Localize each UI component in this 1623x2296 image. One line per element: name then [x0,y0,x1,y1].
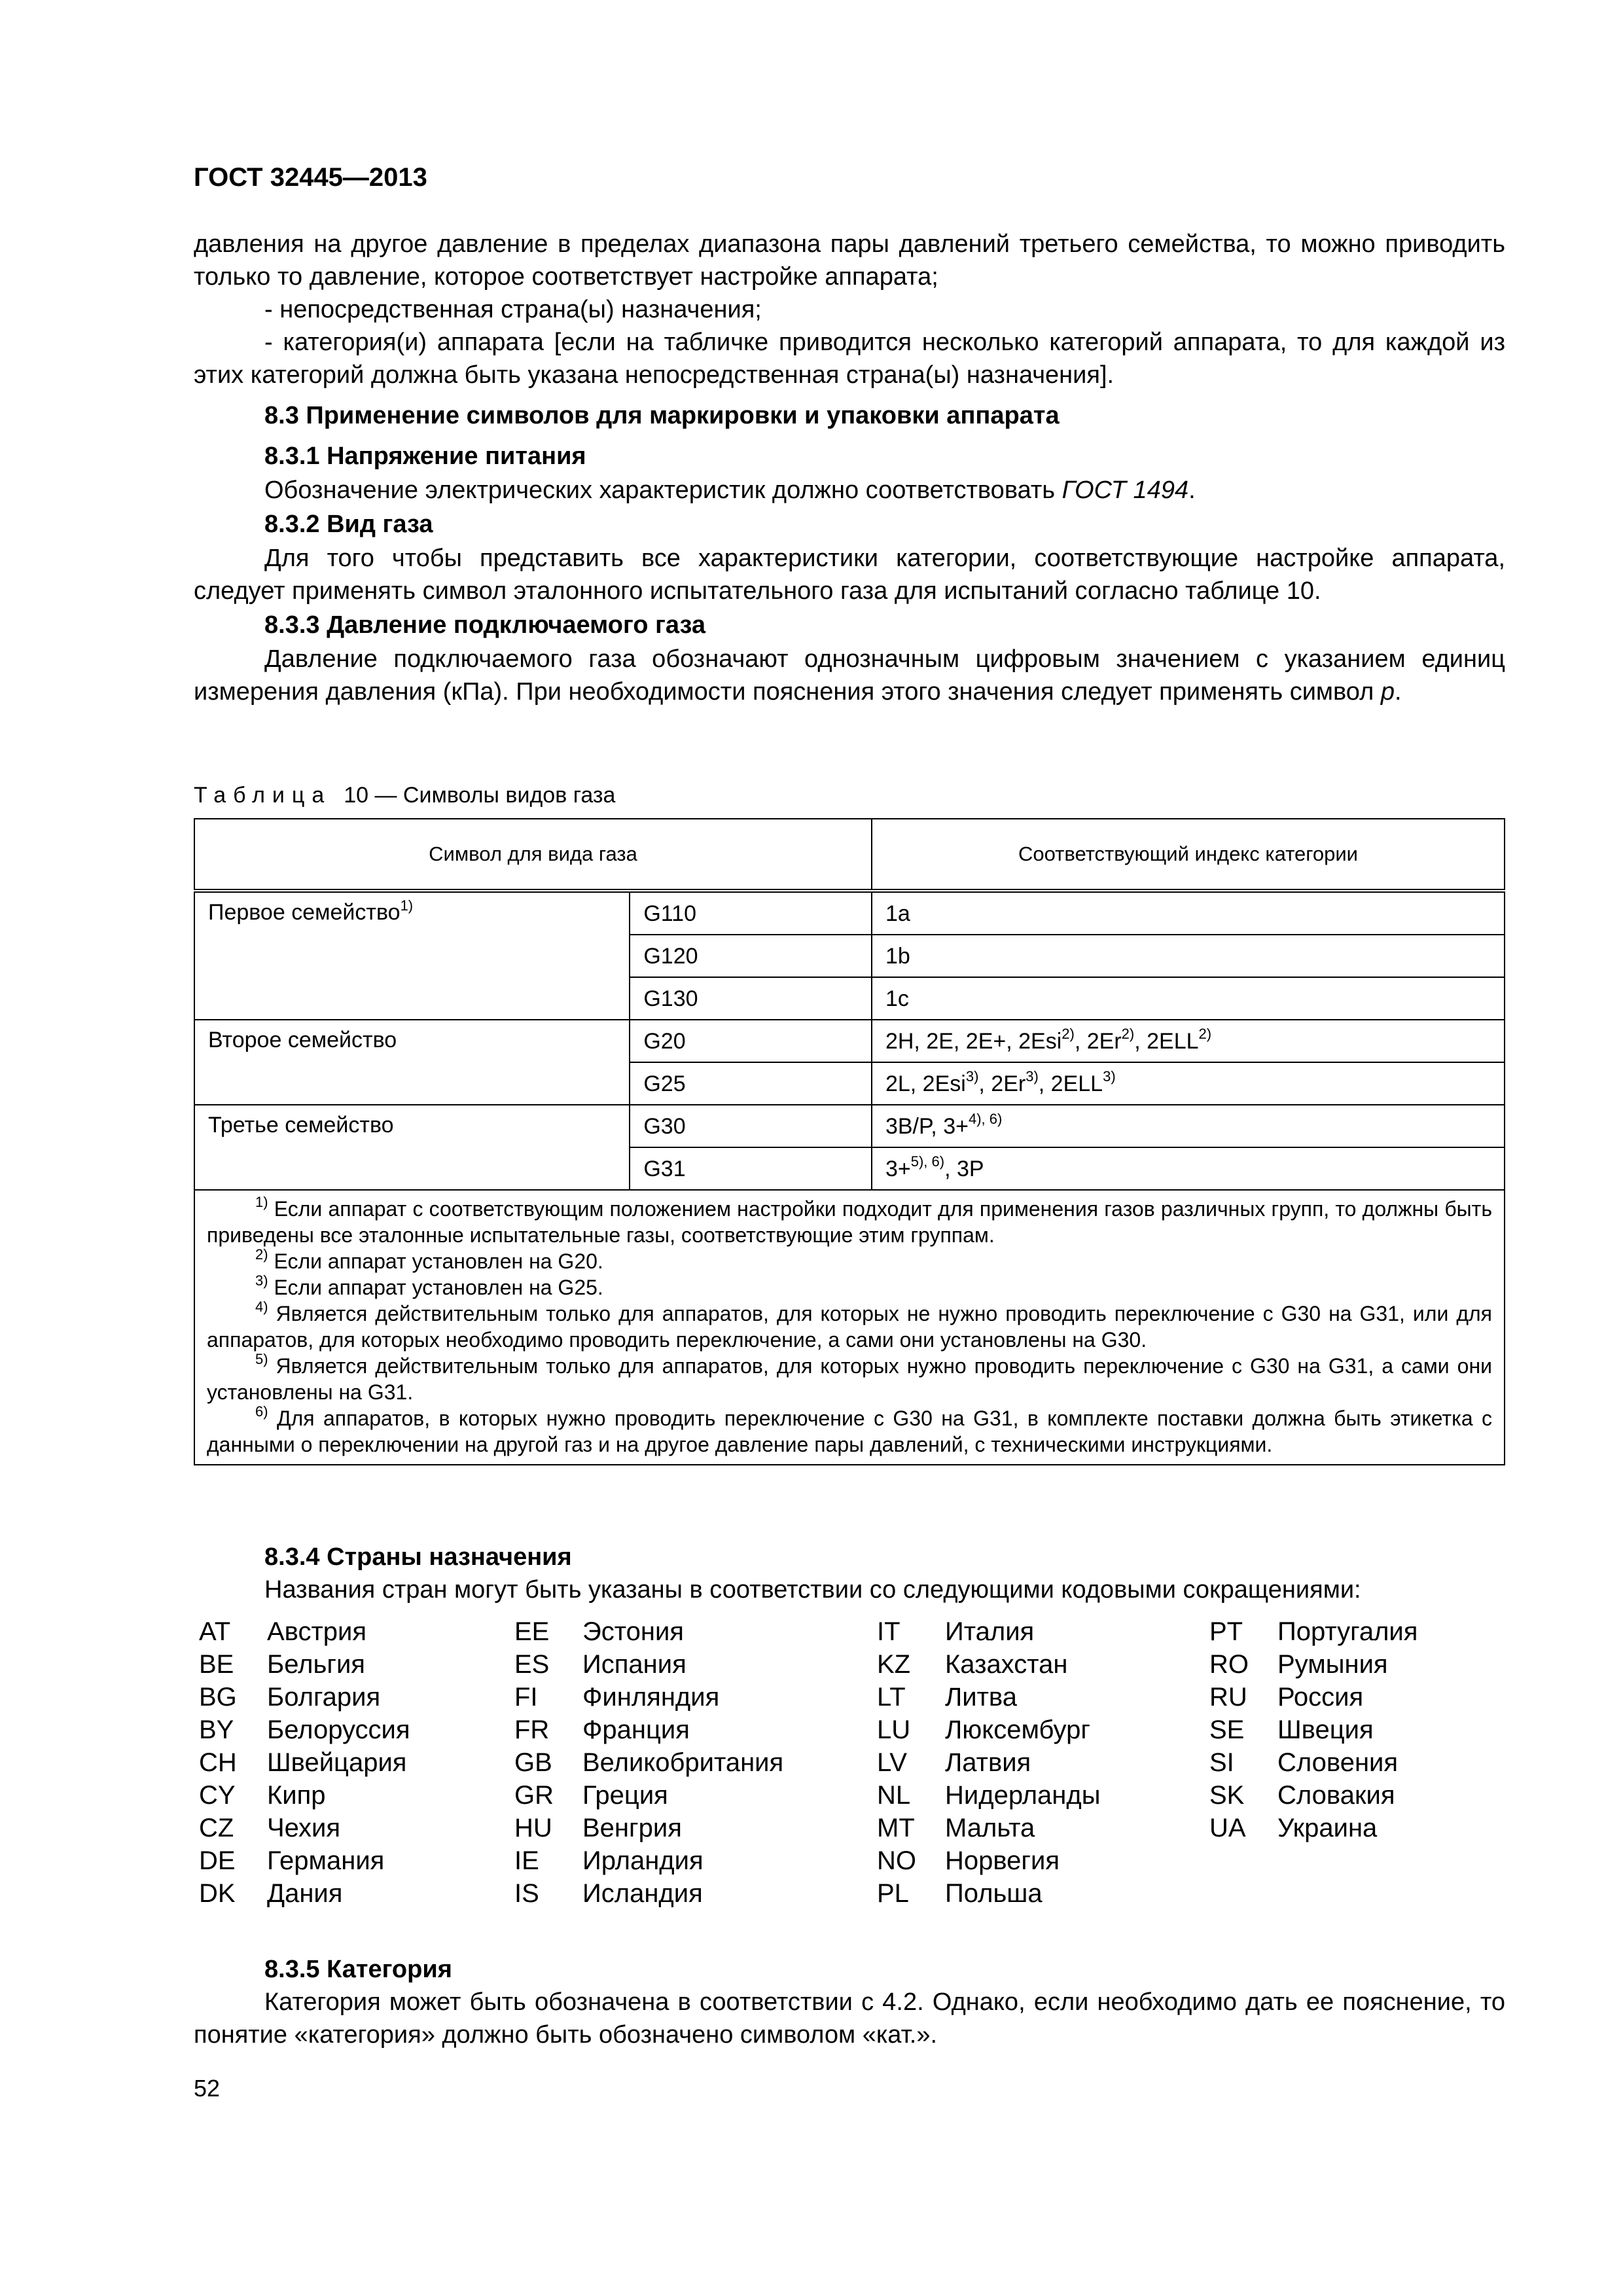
country-name: Латвия [945,1748,1031,1777]
country-name: Финляндия [582,1683,720,1712]
country-code: IS [514,1879,539,1908]
table-row [194,891,1505,935]
country-code: MT [877,1814,915,1842]
country-entry [1209,1812,1418,1844]
list-item-country: - непосредственная страна(ы) назначения; [264,296,762,323]
list-item-category: - категория(и) аппарата [если на табличке приводится несколько категорий аппарата, то для каждой из этих категорий должна быть указана непосредственная страна(ы) назначения]. [194,329,1505,389]
table-caption-text: 10 — Символы видов газа [344,783,616,808]
gas-symbol: G25 [630,1062,872,1105]
gas-symbol: G20 [630,1020,872,1062]
country-code: BG [199,1683,237,1712]
pressure-symbol: p [1380,678,1395,706]
country-name: Швеция [1277,1715,1374,1744]
footnote: $^{2)}$ Если аппарат установлен на G20. [255,1246,603,1273]
country-entry [514,1877,783,1910]
country-code: LV [877,1748,907,1777]
country-entry [877,1877,1100,1910]
footnote: $^{4)}$ Является действительным только для аппаратов, для которых не нужно проводить переключение с G30 на G31, или для аппаратов, для которых необходимо проводить переключение, а сами они установлены на G30. [207,1299,1492,1352]
header-gas-symbol: Символ для вида газа [194,819,872,891]
intro-paragraph: давления на другое давление в пределах диапазона пары давлений третьего семейства, то можно приводить только то давление, которое соответствует настройке аппарата; [194,230,1505,291]
country-code: LT [877,1683,906,1712]
country-name: Исландия [582,1879,703,1908]
country-entry [199,1746,410,1779]
header-category-index: Соответствующий индекс категории [872,819,1505,891]
country-entry [514,1648,783,1681]
country-code: SE [1209,1715,1245,1744]
country-name: Норвегия [945,1846,1060,1875]
table-caption-label: Таблица [194,783,332,808]
country-name: Швейцария [267,1748,407,1777]
country-code: CH [199,1748,237,1777]
country-code: IT [877,1617,901,1646]
standard-reference: ГОСТ 1494 [1061,476,1189,504]
footnote: $^{3)}$ Если аппарат установлен на G25. [255,1272,603,1299]
country-name: Италия [945,1617,1035,1646]
country-entry [514,1812,783,1844]
country-entry [877,1844,1100,1877]
country-entry [877,1648,1100,1681]
category-index: 1c [872,977,1505,1020]
country-entry [199,1681,410,1713]
country-entry [199,1713,410,1746]
footnote: $^{1)}$ Если аппарат с соответствующим положением настройки подходит для применения газов различных групп, то должны быть приведены все эталонные испытательные газы, соответствующие этим группам. [207,1194,1492,1247]
table-row [194,1020,1505,1062]
country-code: GB [514,1748,552,1777]
country-code: NO [877,1846,916,1875]
section-8-3-1-text: Обозначение электрических характеристик должно соответствовать ГОСТ 1494. [264,476,1196,504]
country-code: KZ [877,1650,911,1679]
country-entry [514,1615,783,1648]
country-entry [877,1779,1100,1812]
country-name: Германия [267,1846,385,1875]
table-row [194,1105,1505,1147]
country-name: Греция [582,1781,668,1810]
country-entry [1209,1713,1418,1746]
table-header-row [194,819,1505,891]
country-column [199,1615,410,1910]
country-column [877,1615,1100,1910]
country-code: HU [514,1814,552,1842]
country-entry [1209,1681,1418,1713]
country-name: Румыния [1277,1650,1388,1679]
country-name: Ирландия [582,1846,704,1875]
country-name: Дания [267,1879,343,1908]
section-8-3-2-heading: 8.3.2 Вид газа [264,511,433,538]
country-entry [877,1746,1100,1779]
country-code: PT [1209,1617,1243,1646]
table-footnotes [194,1190,1505,1465]
country-name: Австрия [267,1617,367,1646]
country-column [1209,1615,1418,1844]
country-entry [514,1713,783,1746]
country-name: Белоруссия [267,1715,410,1744]
country-code: LU [877,1715,911,1744]
gas-symbol: G110 [630,891,872,935]
country-name: Болгария [267,1683,381,1712]
gas-symbols-table [194,818,1505,1465]
category-index: 2L, 2Esi$^{3)}$, 2Er$^{3)}$, 2ELL$^{3)}$ [872,1062,1505,1105]
country-name: Словакия [1277,1781,1395,1810]
family-third: Третье семейство [194,1105,630,1190]
country-entry [877,1615,1100,1648]
country-codes-list [194,1615,1505,1908]
country-code: BE [199,1650,234,1679]
section-8-3-5-heading: 8.3.5 Категория [264,1956,452,1983]
category-index: 1b [872,935,1505,977]
category-index: 3B/P, 3+$^{4), 6)}$ [872,1105,1505,1147]
country-name: Великобритания [582,1748,784,1777]
country-code: GR [514,1781,554,1810]
country-code: SI [1209,1748,1234,1777]
country-code: RO [1209,1650,1249,1679]
country-code: PL [877,1879,909,1908]
country-code: DE [199,1846,236,1875]
family-first: Первое семейство$^{1)}$ [194,891,630,1020]
country-entry [514,1746,783,1779]
category-index: 1a [872,891,1505,935]
country-name: Украина [1277,1814,1378,1842]
country-entry [199,1779,410,1812]
country-code: DK [199,1879,236,1908]
country-name: Чехия [267,1814,341,1842]
footnote: $^{6)}$ Для аппаратов, в которых нужно проводить переключение с G30 на G31, в комплекте поставки должна быть этикетка с данными о переключении на другой газ и на другое давление пары давлений, с техническими инструкциями. [207,1403,1492,1456]
country-code: AT [199,1617,231,1646]
country-entry [514,1779,783,1812]
gas-symbol: G30 [630,1105,872,1147]
country-code: EE [514,1617,550,1646]
country-entry [514,1844,783,1877]
country-entry [1209,1615,1418,1648]
country-entry [877,1713,1100,1746]
page-number: 52 [194,2075,221,2102]
country-entry [1209,1779,1418,1812]
country-name: Венгрия [582,1814,682,1842]
family-second: Второе семейство [194,1020,630,1105]
category-index: 2H, 2E, 2E+, 2Esi$^{2)}$, 2Er$^{2)}$, 2ELL$^{2)}$ [872,1020,1505,1062]
country-code: UA [1209,1814,1246,1842]
country-name: Польша [945,1879,1043,1908]
gas-symbol: G130 [630,977,872,1020]
table-caption [194,779,615,812]
country-column [514,1615,783,1910]
country-code: SK [1209,1781,1245,1810]
table-notes-row [194,1190,1505,1465]
country-name: Россия [1277,1683,1364,1712]
country-entry [877,1812,1100,1844]
country-code: NL [877,1781,911,1810]
country-name: Испания [582,1650,687,1679]
country-code: FR [514,1715,550,1744]
country-name: Бельгия [267,1650,365,1679]
country-entry [199,1844,410,1877]
gas-symbol: G120 [630,935,872,977]
country-entry [514,1681,783,1713]
country-code: CY [199,1781,236,1810]
country-entry [199,1812,410,1844]
country-name: Эстония [582,1617,684,1646]
section-8-3-3-heading: 8.3.3 Давление подключаемого газа [264,611,706,639]
section-8-3-2-text: Для того чтобы представить все характеристики категории, соответствующие настройке аппарата, следует применять символ эталонного испытательного газа для испытаний согласно таблице 10. [194,545,1505,605]
country-entry [1209,1746,1418,1779]
country-name: Литва [945,1683,1017,1712]
country-name: Кипр [267,1781,326,1810]
country-entry [199,1615,410,1648]
country-name: Франция [582,1715,690,1744]
section-8-3-1-heading: 8.3.1 Напряжение питания [264,442,586,470]
country-code: ES [514,1650,550,1679]
country-entry [1209,1648,1418,1681]
country-name: Мальта [945,1814,1035,1842]
section-8-3-4-heading: 8.3.4 Страны назначения [264,1543,572,1571]
country-code: CZ [199,1814,234,1842]
section-8-3-5-text: Категория может быть обозначена в соответствии с 4.2. Однако, если необходимо дать ее пояснение, то понятие «категория» должно быть обозначено символом «кат.». [194,1988,1505,2049]
country-code: BY [199,1715,234,1744]
country-name: Португалия [1277,1617,1418,1646]
country-name: Люксембург [945,1715,1090,1744]
section-8-3-heading: 8.3 Применение символов для маркировки и упаковки аппарата [264,402,1060,429]
country-name: Казахстан [945,1650,1068,1679]
country-code: FI [514,1683,538,1712]
country-entry [199,1648,410,1681]
section-8-3-4-text: Названия стран могут быть указаны в соответствии со следующими кодовыми сокращениями: [264,1576,1361,1604]
footnote: $^{5)}$ Является действительным только для аппаратов, для которых нужно проводить переключение с G30 на G31, а сами они установлены на G31. [207,1351,1493,1404]
country-entry [877,1681,1100,1713]
country-name: Словения [1277,1748,1399,1777]
standard-code: ГОСТ 32445—2013 [194,163,427,192]
country-code: RU [1209,1683,1247,1712]
country-name: Нидерланды [945,1781,1101,1810]
gas-symbol: G31 [630,1147,872,1190]
country-entry [199,1877,410,1910]
country-code: IE [514,1846,539,1875]
section-8-3-3-text: Давление подключаемого газа обозначают однозначным цифровым значением с указанием единиц измерения давления (кПа). При необходимости пояснения этого значения следует применять символ p. [194,645,1505,706]
category-index: 3+$^{5), 6)}$, 3P [872,1147,1505,1190]
